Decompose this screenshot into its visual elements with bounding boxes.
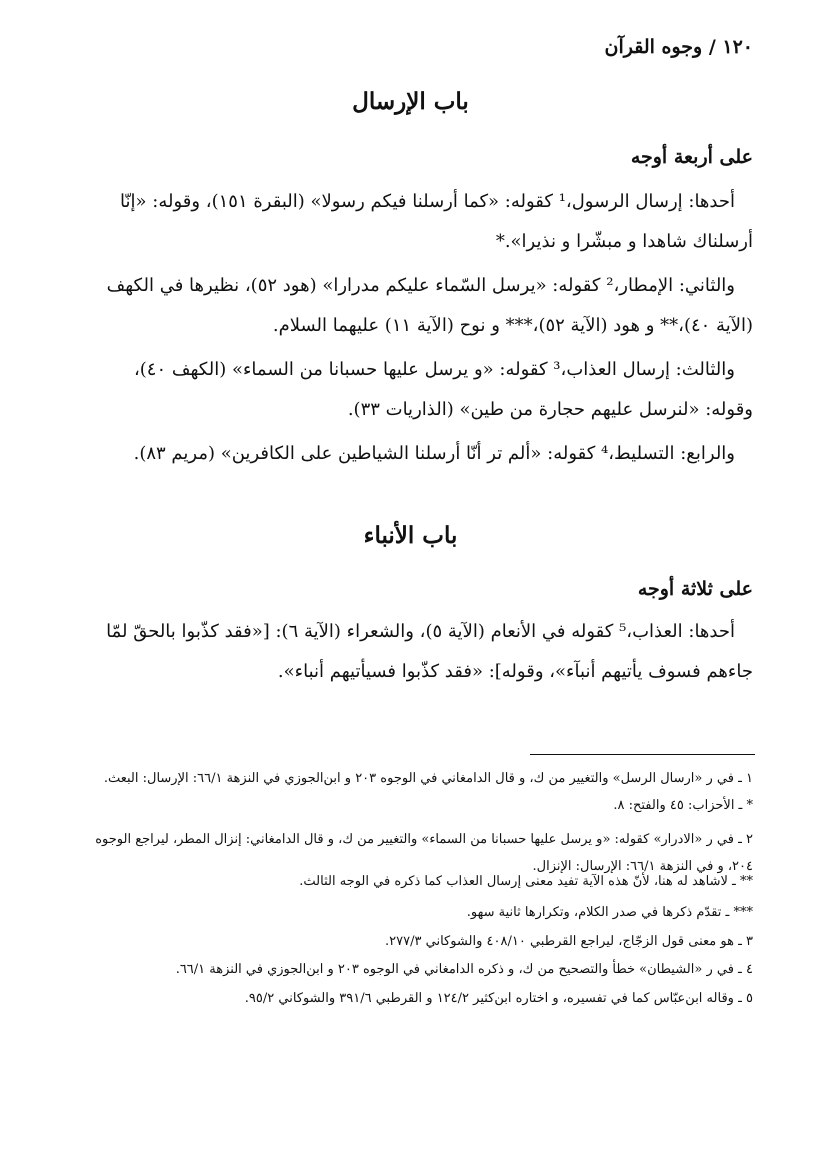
- footnote-star-3: *** ـ تقدّم ذكرها في صدر الكلام، وتكرارها ثانية سهو.: [466, 905, 753, 920]
- section-subhead-anba: على ثلاثة أوجه: [637, 578, 753, 600]
- paragraph-irsal-4: [63, 434, 753, 474]
- section-subhead-irsal: على أربعة أوجه: [630, 146, 753, 168]
- paragraph-irsal-1: [63, 182, 753, 262]
- text-line: وقوله: «لنرسل عليهم حجارة من طين» (الذاريات ٣٣).: [347, 399, 753, 420]
- text-line: أحدها: العذاب،⁵ كقوله في الأنعام (الآية ٥)، والشعراء (الآية ٦): [«فقد كذّبوا بالحقّ لمّا: [106, 621, 735, 642]
- paragraph-anba-1: [63, 612, 753, 692]
- text-line: والرابع: التسليط،⁴ كقوله: «ألم تر أنّا أرسلنا الشياطين على الكافرين» (مريم ٨٣).: [133, 443, 735, 464]
- paragraph-irsal-2: [63, 266, 753, 346]
- section-title-irsal: باب الإرسال: [352, 88, 469, 115]
- footnote-2-continued: ٢٠٤، و في النزهة ٦٦/١: الإرسال: الإنزال.: [532, 859, 753, 874]
- footnote-5: ٥ ـ وقاله ابن‌عبّاس كما في تفسيره، و اختاره ابن‌كثير ١٢٤/٢ و القرطبي ٣٩١/٦ والشوكاني ٩٥/٢.: [244, 991, 753, 1006]
- footnote-1: ١ ـ في ر «ارسال الرسل» والتغيير من ك، و قال الدامغاني في الوجوه ٢٠٣ و ابن‌الجوزي في النزهة ٦٦/١: الإرسال: البعث.: [103, 771, 753, 786]
- text-line: جاءهم فسوف يأتيهم أنبآء»، وقوله]: «فقد كذّبوا فسيأتيهم أنباء».: [277, 661, 753, 682]
- section-title-anba: باب الأنباء: [363, 522, 458, 549]
- running-head: ١٢٠ / وجوه القرآن: [604, 36, 753, 58]
- footnote-star-1: * ـ الأحزاب: ٤٥ والفتح: ٨.: [613, 798, 753, 813]
- text-line: أرسلناك شاهدا و مبشّرا و نذيرا».*: [495, 231, 753, 252]
- footnote-2: ٢ ـ في ر «الادرار» كقوله: «و يرسل عليها حسبانا من السماء» والتغيير من ك، و قال الدامغاني: إنزال المطر، ليراجع الوجوه: [95, 832, 753, 847]
- text-line: والثالث: إرسال العذاب،³ كقوله: «و يرسل عليها حسبانا من السماء» (الكهف ٤٠)،: [133, 359, 735, 380]
- footnote-star-2: ** ـ لاشاهد له هنا، لأنّ هذه الآية تفيد معنى إرسال العذاب كما ذكره في الوجه الثالث.: [299, 874, 753, 889]
- text-line: أحدها: إرسال الرسول،¹ كقوله: «كما أرسلنا فيكم رسولا» (البقرة ١٥١)، وقوله: «إنّا: [120, 191, 735, 212]
- footnote-3: ٣ ـ هو معنى قول الزجّاج، ليراجع القرطبي ٤٠٨/١٠ والشوكاني ٢٧٧/٣.: [385, 934, 753, 949]
- footnote-separator: [530, 754, 755, 755]
- footnote-4: ٤ ـ في ر «الشيطان» خطأ والتصحيح من ك، و ذكره الدامغاني في الوجوه ٢٠٣ و ابن‌الجوزي في النزهة ٦٦/١.: [175, 962, 753, 977]
- paragraph-irsal-3: [63, 350, 753, 430]
- text-line: (الآية ٤٠)،** و هود (الآية ٥٢)،*** و نوح (الآية ١١) عليهما السلام.: [272, 315, 753, 336]
- text-line: والثاني: الإمطار،² كقوله: «يرسل السّماء عليكم مدرارا» (هود ٥٢)، نظيرها في الكهف: [106, 275, 735, 296]
